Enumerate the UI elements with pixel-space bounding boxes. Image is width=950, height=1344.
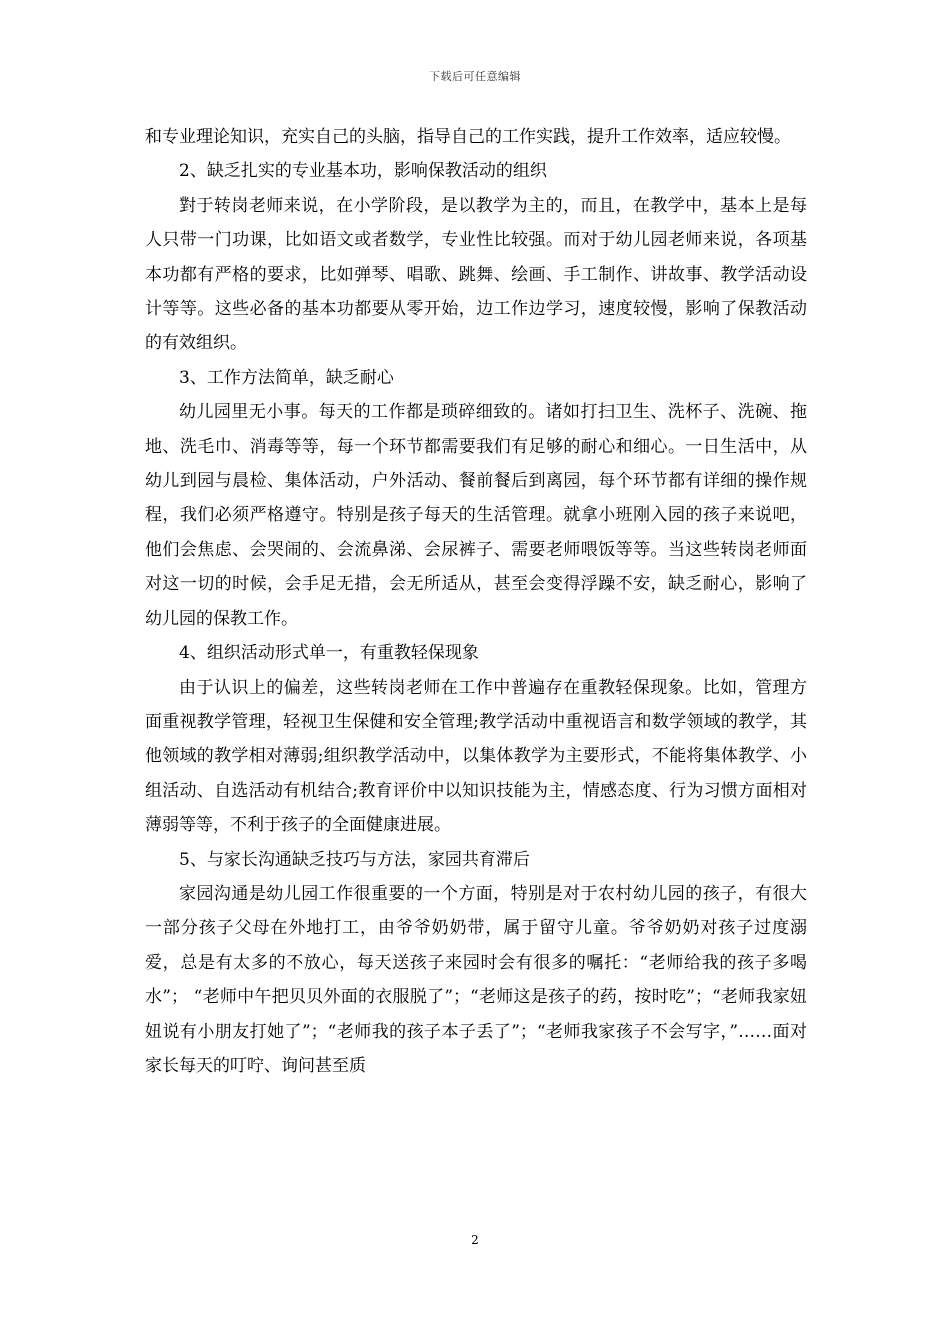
section-heading-2: 2、缺乏扎实的专业基本功，影响保教活动的组织 [179, 161, 547, 182]
section-heading-4: 4、组织活动形式单一，有重教轻保现象 [179, 643, 479, 664]
paragraph-section-3: 幼儿园里无小事。每天的工作都是琐碎细致的。诸如打扫卫生、洗杯子、洗碗、拖地、洗毛巾、消毒等等，每一个环节都需要我们有足够的耐心和细心。一日生活中，从幼儿到园与晨检、集体活动，户外活动、餐前餐后到离园，每个环节都有详细的操作规程，我们必须严格遵守。特别是孩子每天的生活管理。就拿小班刚入园的孩子来说吧，他们会焦虑、会哭闹的、会流鼻涕、会尿裤子、需要老师喂饭等等。当这些转岗老师面对这一切的时候，会手足无措，会无所适从，甚至会变得浮躁不安，缺乏耐心，影响了幼儿园的保教工作。 [145, 402, 807, 629]
document-body [145, 120, 807, 1083]
section-heading-5: 5、与家长沟通缺乏技巧与方法，家园共育滞后 [179, 849, 530, 870]
section-heading-3: 3、工作方法简单，缺乏耐心 [179, 367, 394, 388]
paragraph-section-2: 對于转岗老师来说，在小学阶段，是以教学为主的，而且，在教学中，基本上是每人只带一门功课，比如语文或者数学，专业性比较强。而对于幼儿园老师来说，各项基本功都有严格的要求，比如弹琴、唱歌、跳舞、绘画、手工制作、讲故事、教学活动设计等等。这些必备的基本功都要从零开始，边工作边学习，速度较慢，影响了保教活动的有效组织。 [145, 195, 807, 354]
paragraph-section-4: 由于认识上的偏差，这些转岗老师在工作中普遍存在重教轻保现象。比如，管理方面重视教学管理，轻视卫生保健和安全管理;教学活动中重视语言和数学领域的教学，其他领域的教学相对薄弱;组织教学活动中，以集体教学为主要形式，不能将集体教学、小组活动、自选活动有机结合;教育评价中以知识技能为主，情感态度、行为习惯方面相对薄弱等等，不利于孩子的全面健康进展。 [145, 677, 807, 836]
page-header: 下载后可任意编辑 [429, 70, 521, 83]
paragraph-section-5: 家园沟通是幼儿园工作很重要的一个方面，特别是对于农村幼儿园的孩子，有很大一部分孩子父母在外地打工，由爷爷奶奶带，属于留守儿童。爷爷奶奶对孩子过度溺爱，总是有太多的不放心，每天送孩子来园时会有很多的嘱托：“老师给我的孩子多喝水”； “老师中午把贝贝外面的衣服脱了”；“老师这是孩子的药，按时吃”；“老师我家妞妞说有小朋友打她了”；“老师我的孩子本子丢了”；“老师我家孩子不会写字，”……面对家长每天的叮咛、询问甚至质 [145, 883, 807, 1076]
paragraph-continuation: 和专业理论知识，充实自己的头脑，指导自己的工作实践，提升工作效率，适应较慢。 [145, 127, 791, 147]
page-number: 2 [471, 1233, 479, 1247]
